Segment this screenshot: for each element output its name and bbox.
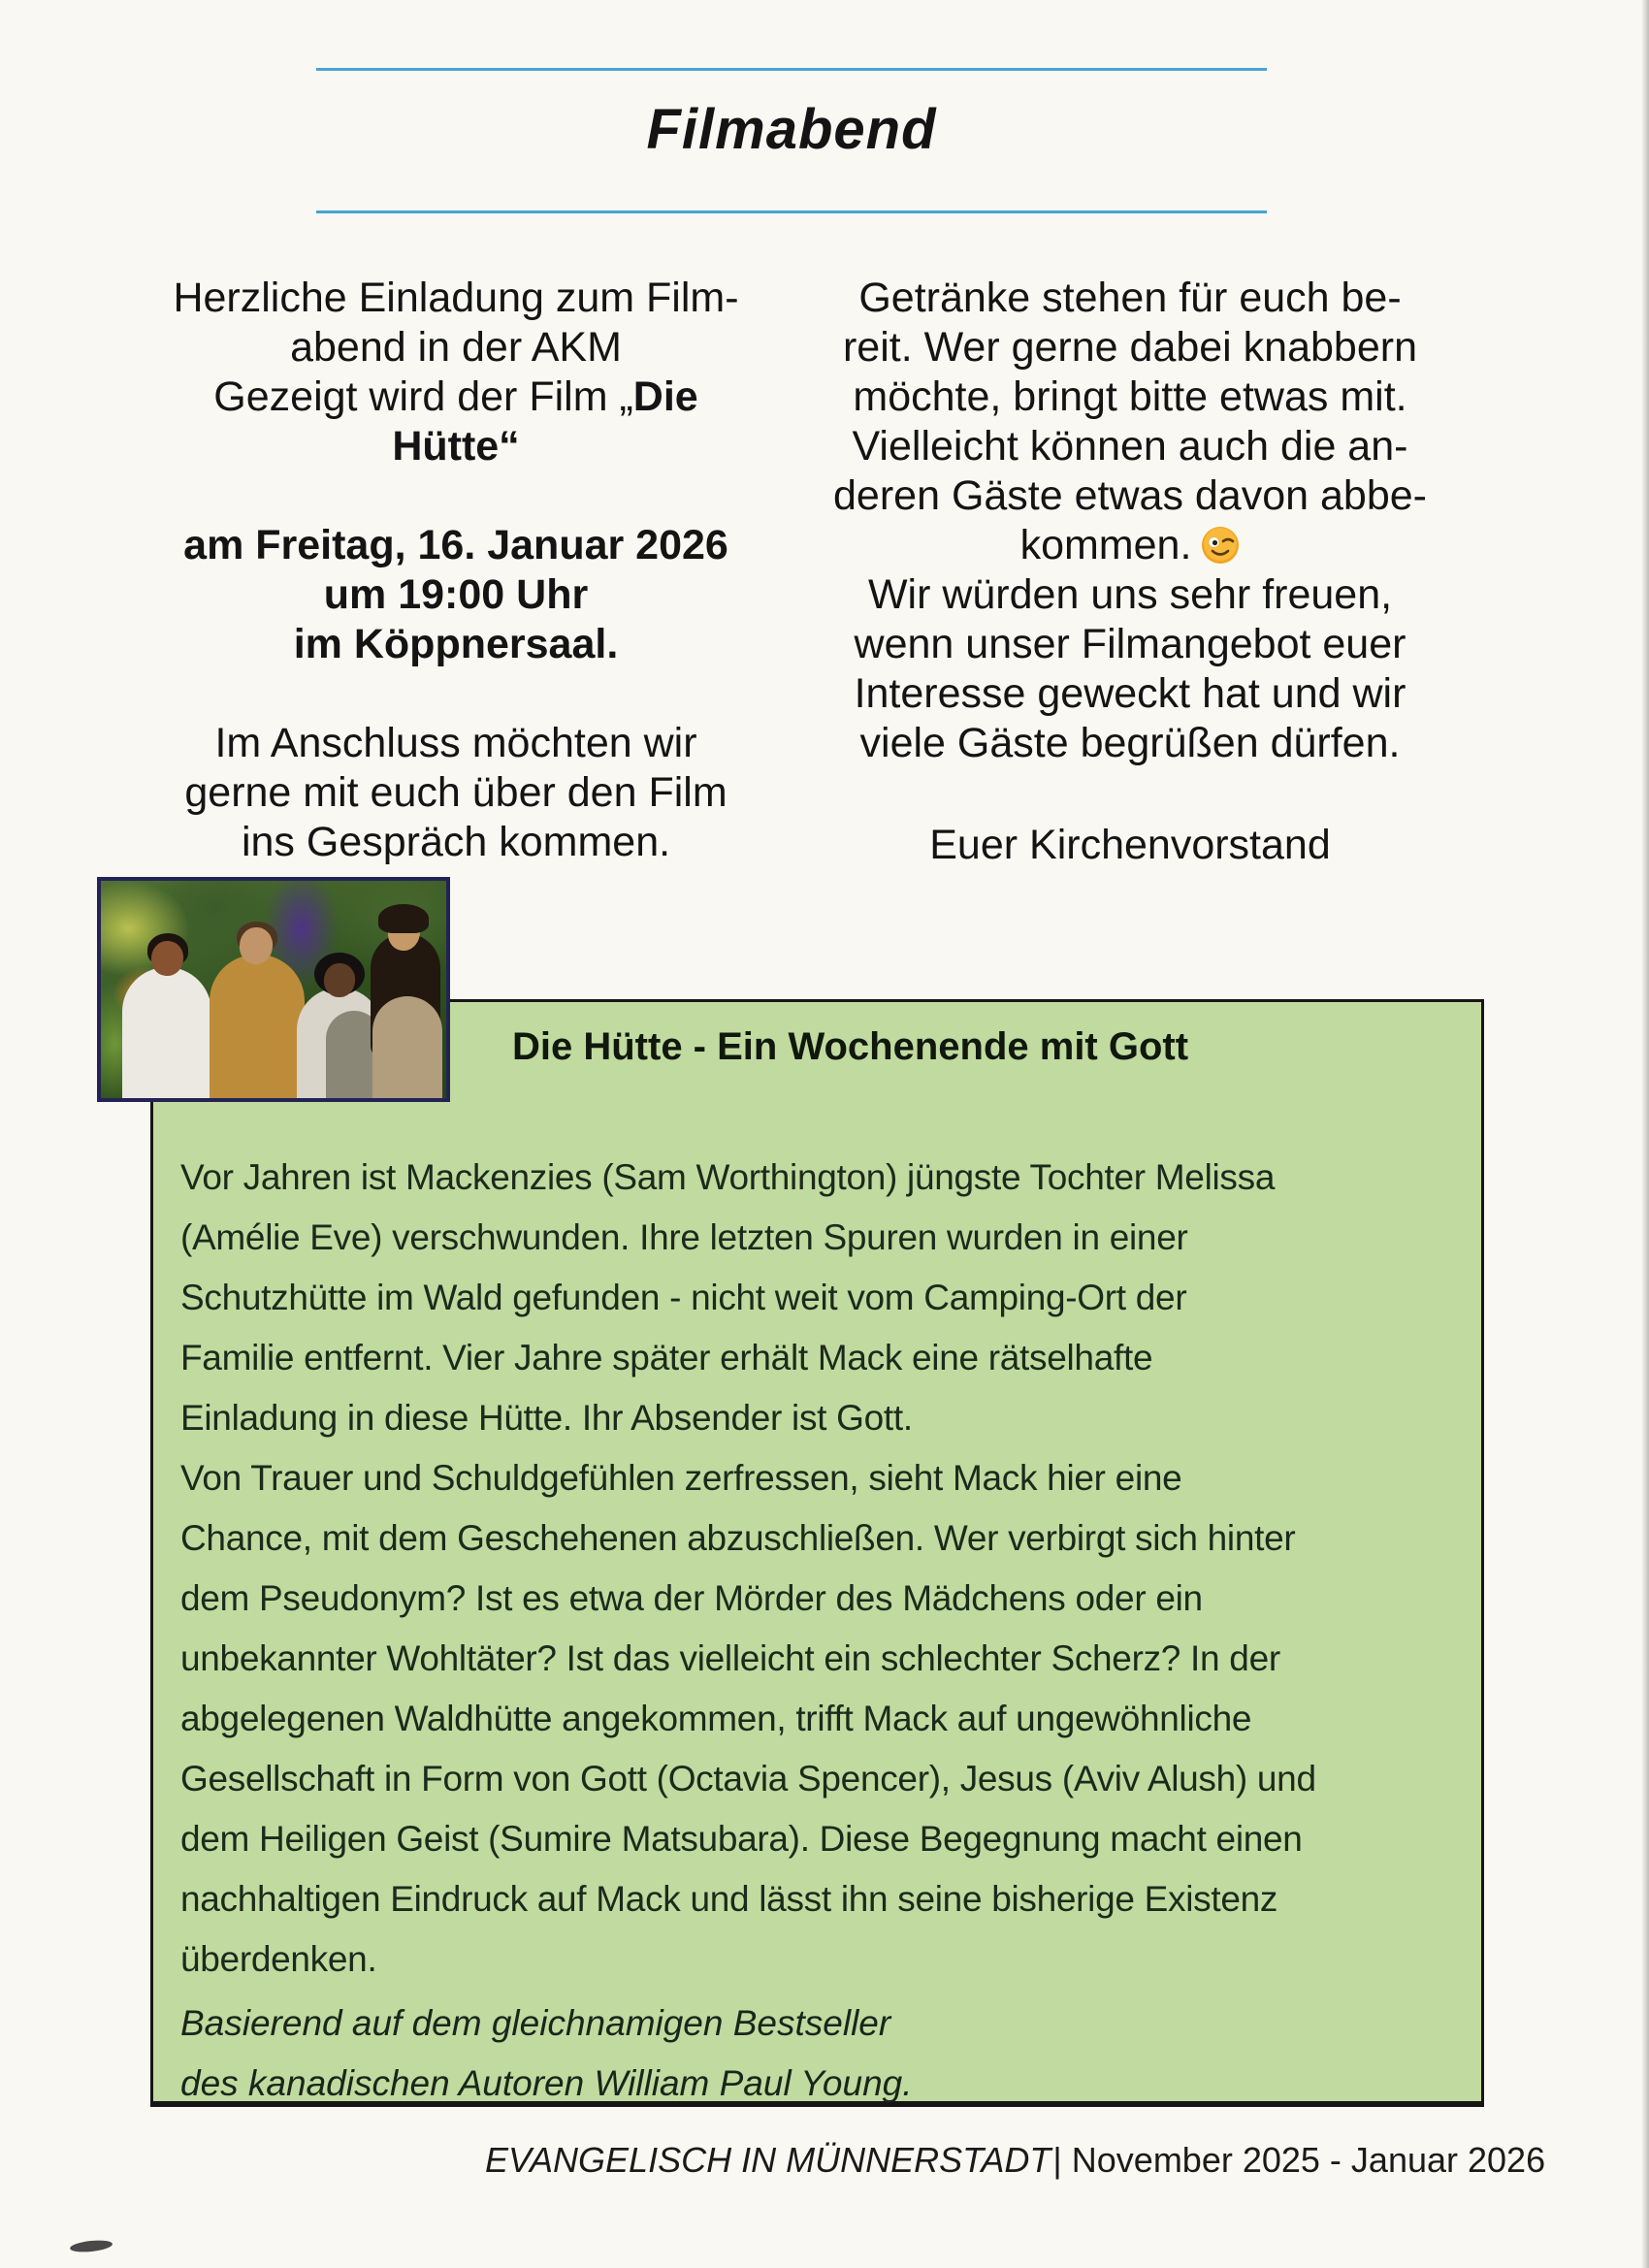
text-line: wenn unser Filmangebot euer	[854, 621, 1406, 667]
page-footer	[485, 2140, 1545, 2181]
text-segment: am Freitag, 16. Januar 2026	[183, 522, 728, 568]
text-line: viele Gäste begrüßen dürfen.	[859, 720, 1401, 766]
winking-face-emoji	[1201, 526, 1240, 565]
text-line	[146, 373, 766, 422]
text-line: reit. Wer gerne dabei knabbern	[842, 324, 1417, 371]
person-figure	[210, 914, 305, 1098]
text-line: möchte, bringt bitte etwas mit.	[853, 373, 1407, 420]
text-line: Von Trauer und Schuldgefühlen zerfressen, sieht Mack hier eine	[180, 1458, 1182, 1498]
book-credit	[180, 1993, 1471, 2114]
text-line: unbekannter Wohltäter? Ist das vielleicht ein schlechter Scherz? In der	[180, 1638, 1280, 1678]
invitation-column	[146, 274, 766, 867]
text-line: Im Anschluss möchten wir	[214, 720, 697, 766]
scan-edge-artifact	[1641, 0, 1649, 2268]
emoji-line	[820, 521, 1440, 570]
text-line: Gesellschaft in Form von Gott (Octavia Spencer), Jesus (Aviv Alush) und	[180, 1759, 1316, 1798]
text-line: Vor Jahren ist Mackenzies (Sam Worthington) jüngste Tochter Melissa	[180, 1157, 1276, 1197]
title-bottom-divider-line	[316, 211, 1267, 213]
issue-date-range: November 2025 - Januar 2026	[1071, 2140, 1546, 2180]
event-location-line	[146, 620, 766, 669]
event-time-line	[146, 570, 766, 620]
scan-speck-artifact	[70, 2239, 113, 2254]
person-figure	[122, 928, 211, 1098]
text-line: Wir würden uns sehr freuen,	[867, 571, 1393, 618]
signature-line: Euer Kirchenvorstand	[929, 822, 1331, 868]
film-title-segment: Hütte“	[392, 423, 520, 470]
text-segment: Gezeigt wird der Film „	[213, 373, 633, 420]
film-title-segment: Die	[632, 373, 698, 420]
text-line: Basierend auf dem gleichnamigen Bestseller	[180, 2003, 891, 2043]
footer-divider: |	[1052, 2140, 1062, 2180]
text-line: Familie entfernt. Vier Jahre später erhält Mack eine rätselhafte	[180, 1338, 1153, 1377]
text-line: überdenken.	[180, 1939, 377, 1979]
text-line: deren Gäste etwas davon abbe-	[833, 472, 1427, 519]
event-date-line	[146, 521, 766, 570]
text-line: Einladung in diese Hütte. Ihr Absender ist Gott.	[180, 1398, 913, 1438]
film-title-line	[146, 422, 766, 471]
film-box-heading: Die Hütte - Ein Wochenende mit Gott	[512, 1025, 1189, 1068]
text-line: (Amélie Eve) verschwunden. Ihre letzten Spuren wurden in einer	[180, 1217, 1188, 1257]
drinks-column	[820, 274, 1440, 870]
text-line: abgelegenen Waldhütte angekommen, trifft Mack auf ungewöhnliche	[180, 1699, 1252, 1738]
hair	[378, 904, 429, 933]
text-segment: um 19:00 Uhr	[323, 571, 589, 618]
page-title: Filmabend	[646, 98, 937, 161]
text-line: abend in der AKM	[290, 324, 622, 371]
text-line: ins Gespräch kommen.	[241, 819, 671, 865]
person-figure	[365, 899, 450, 1098]
text-line: des kanadischen Autoren William Paul Young.	[180, 2063, 913, 2103]
text-segment: kommen.	[1019, 522, 1192, 568]
text-line: Chance, mit dem Geschehenen abzuschließen. Wer verbirgt sich hinter	[180, 1518, 1296, 1558]
film-description-box	[150, 999, 1484, 2107]
film-still-photo	[97, 877, 450, 1102]
text-line: Herzliche Einladung zum Film-	[173, 275, 739, 321]
text-segment: im Köppnersaal.	[293, 621, 619, 667]
text-line: dem Heiligen Geist (Sumire Matsubara). Diese Begegnung macht einen	[180, 1819, 1303, 1859]
text-line: Interesse geweckt hat und wir	[854, 670, 1406, 717]
text-line: Vielleicht können auch die an-	[852, 423, 1408, 470]
newsletter-name: EVANGELISCH IN MÜNNERSTADT	[485, 2140, 1051, 2180]
film-synopsis	[180, 1148, 1471, 1990]
text-line: Getränke stehen für euch be-	[858, 275, 1402, 321]
text-line: nachhaltigen Eindruck auf Mack und lässt ihn seine bisherige Existenz	[180, 1879, 1278, 1919]
text-line: Schutzhütte im Wald gefunden - nicht weit vom Camping-Ort der	[180, 1278, 1187, 1317]
text-line: gerne mit euch über den Film	[184, 769, 728, 816]
title-top-divider-line	[316, 68, 1267, 71]
text-line: dem Pseudonym? Ist es etwa der Mörder des Mädchens oder ein	[180, 1578, 1203, 1618]
